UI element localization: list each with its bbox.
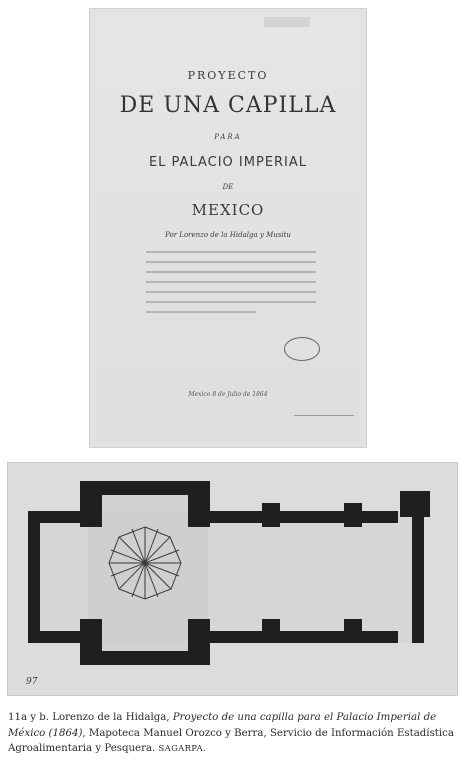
title-line-para: PARA (214, 133, 242, 141)
handwritten-note-line (146, 291, 316, 293)
title-sheet-image (89, 8, 367, 448)
caption-title: Proyecto de una capilla para el Palacio Imperial de México (1864) (8, 712, 437, 739)
figure-caption (8, 710, 458, 758)
title-line-de: DE (222, 183, 234, 191)
caption-prefix: 11a y b. Lorenzo de la Hidalga, (8, 712, 173, 723)
title-line-author: Por Lorenzo de la Hidalga y Musitu (165, 231, 291, 239)
plan-sheet-number: 97 (26, 677, 38, 687)
caption-agency: SAGARPA. (158, 744, 206, 754)
handwritten-note-line (146, 251, 316, 253)
handwritten-note-line (146, 281, 316, 283)
floor-plan-image (7, 462, 458, 696)
title-line-capilla: DE UNA CAPILLA (119, 93, 337, 118)
handwritten-note-line (146, 311, 256, 313)
plan-dome-drawing (8, 463, 459, 697)
title-sheet-paper (96, 15, 360, 441)
title-line-mexico: MEXICO (191, 201, 265, 219)
signature-mark (294, 415, 354, 416)
handwritten-note-line (146, 261, 316, 263)
title-sheet-date: Mexico 8 de Julio de 1864 (188, 391, 268, 398)
sheet-tab-mark (264, 17, 310, 27)
handwritten-note-line (146, 271, 316, 273)
handwritten-note-line (146, 301, 316, 303)
archive-stamp-seal (284, 337, 320, 361)
title-line-proyecto: PROYECTO (187, 69, 269, 82)
caption-source: , Mapoteca Manuel Orozco y Berra, Servicio de Información Estadística Agroalimentaria y Pesquera. (8, 727, 454, 754)
title-line-palacio: EL PALACIO IMPERIAL (148, 155, 308, 170)
